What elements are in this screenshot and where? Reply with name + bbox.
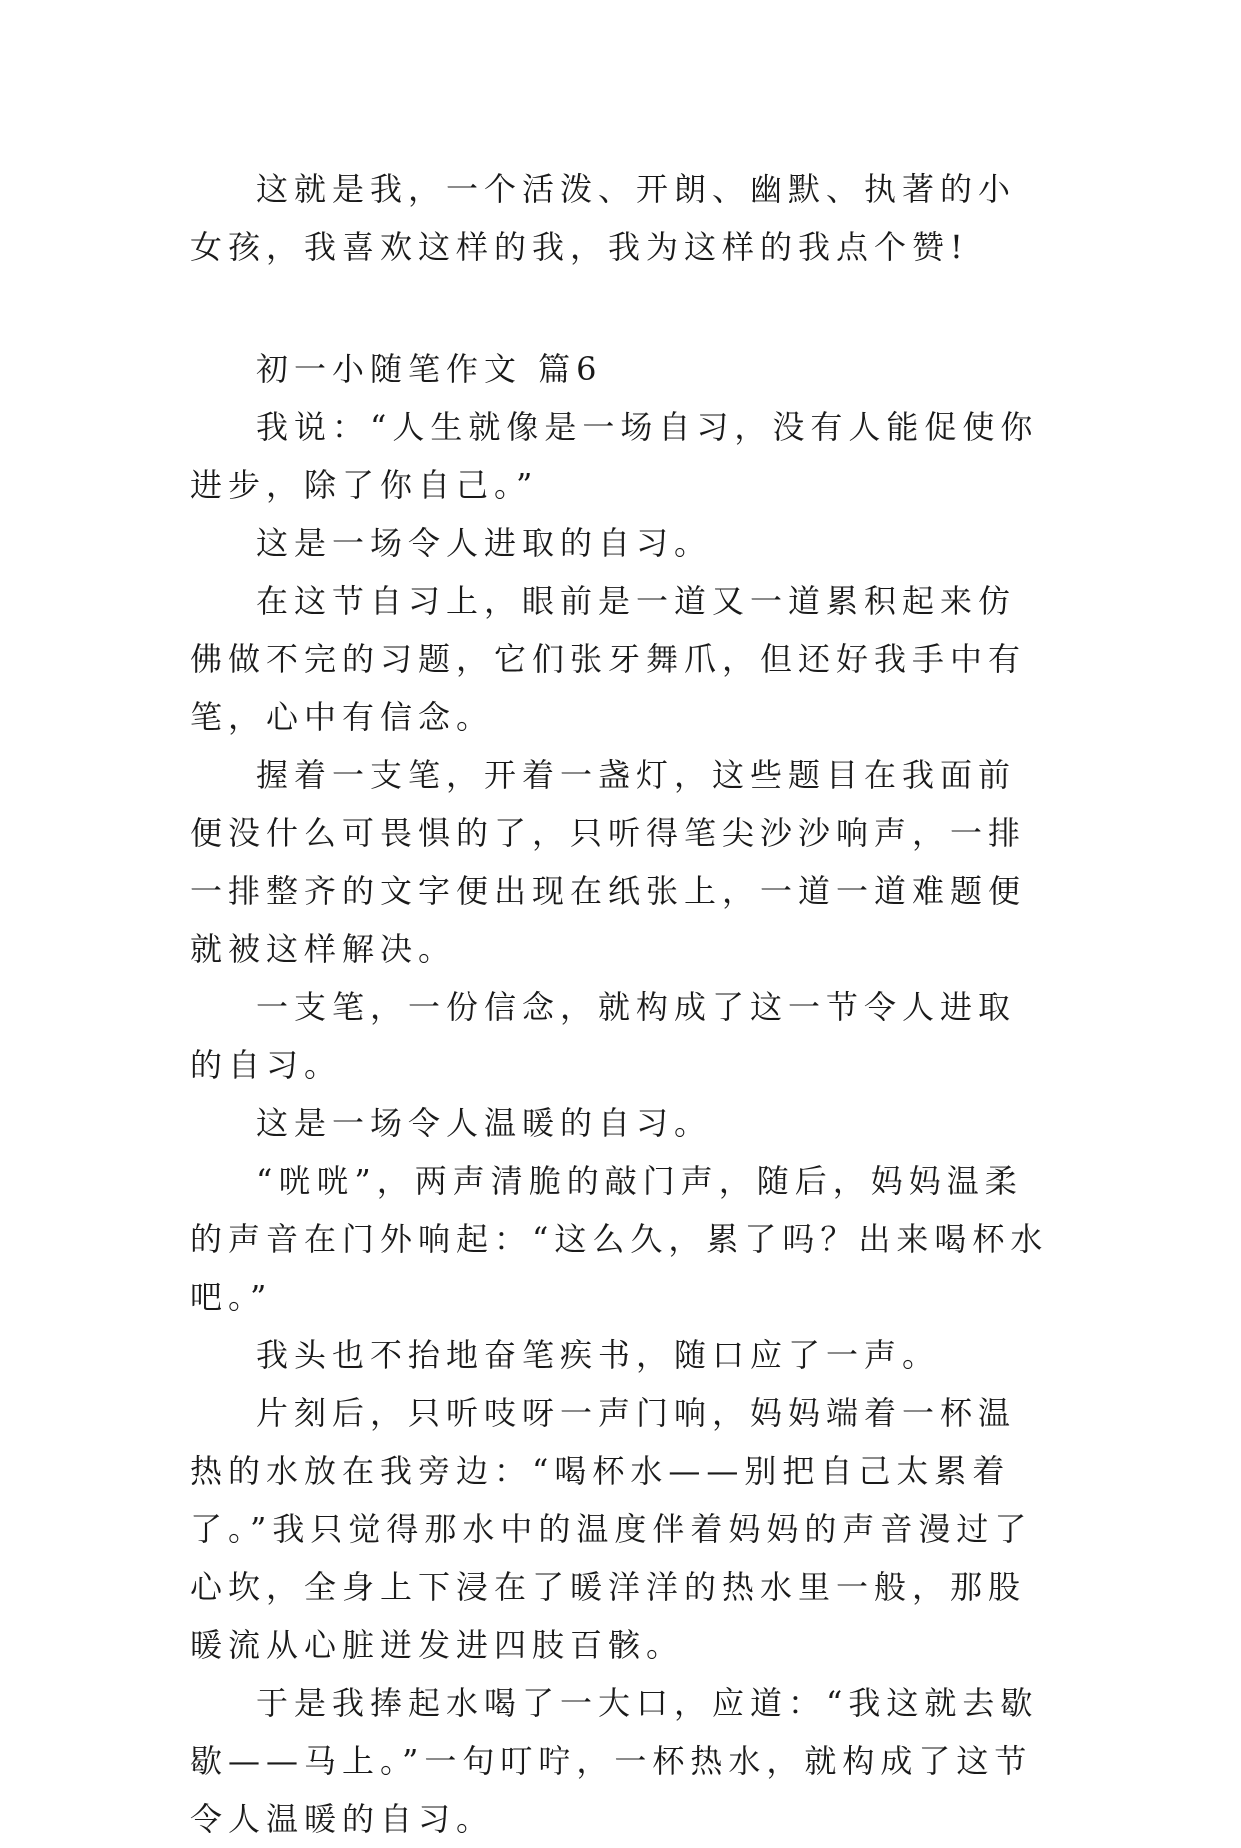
paragraph: 一支笔，一份信念，就构成了这一节令人进取的自习。 [190,988,1017,1084]
document-body [190,160,1050,1848]
paragraph: 我说：“人生就像是一场自习，没有人能促使你进步，除了你自己。” [190,408,1039,504]
paragraph-closing: 这就是我，一个活泼、开朗、幽默、执著的小女孩，我喜欢这样的我，我为这样的我点个赞! [190,170,1017,266]
paragraph: 我头也不抬地奋笔疾书，随口应了一声。 [256,1336,941,1374]
paragraph: 这是一场令人进取的自习。 [256,524,713,562]
paragraph: 握着一支笔，开着一盏灯，这些题目在我面前便没什么可畏惧的了，只听得笔尖沙沙响声，一排一排整齐的文字便出现在纸张上，一道一道难题便就被这样解决。 [190,756,1027,968]
paragraph: “咣咣”，两声清脆的敲门声，随后，妈妈温柔的声音在门外响起：“这么久，累了吗？出来喝杯水吧。” [190,1162,1049,1316]
paragraph: 这是一场令人温暖的自习。 [256,1104,713,1142]
paragraph: 片刻后，只听吱呀一声门响，妈妈端着一杯温热的水放在我旁边：“喝杯水——别把自己太累着了。”我只觉得那水中的温度伴着妈妈的声音漫过了心坎，全身上下浸在了暖洋洋的热水里一般，那股暖流从心脏迸发进四肢百骸。 [190,1394,1033,1664]
paragraph: 在这节自习上，眼前是一道又一道累积起来仿佛做不完的习题，它们张牙舞爪，但还好我手中有笔，心中有信念。 [190,582,1027,736]
paragraph: 于是我捧起水喝了一大口，应道：“我这就去歇歇——马上。”一句叮咛，一杯热水，就构成了这节令人温暖的自习。 [190,1684,1039,1838]
section-heading: 初一小随笔作文 篇6 [256,350,603,388]
section-spacer [190,276,1050,340]
